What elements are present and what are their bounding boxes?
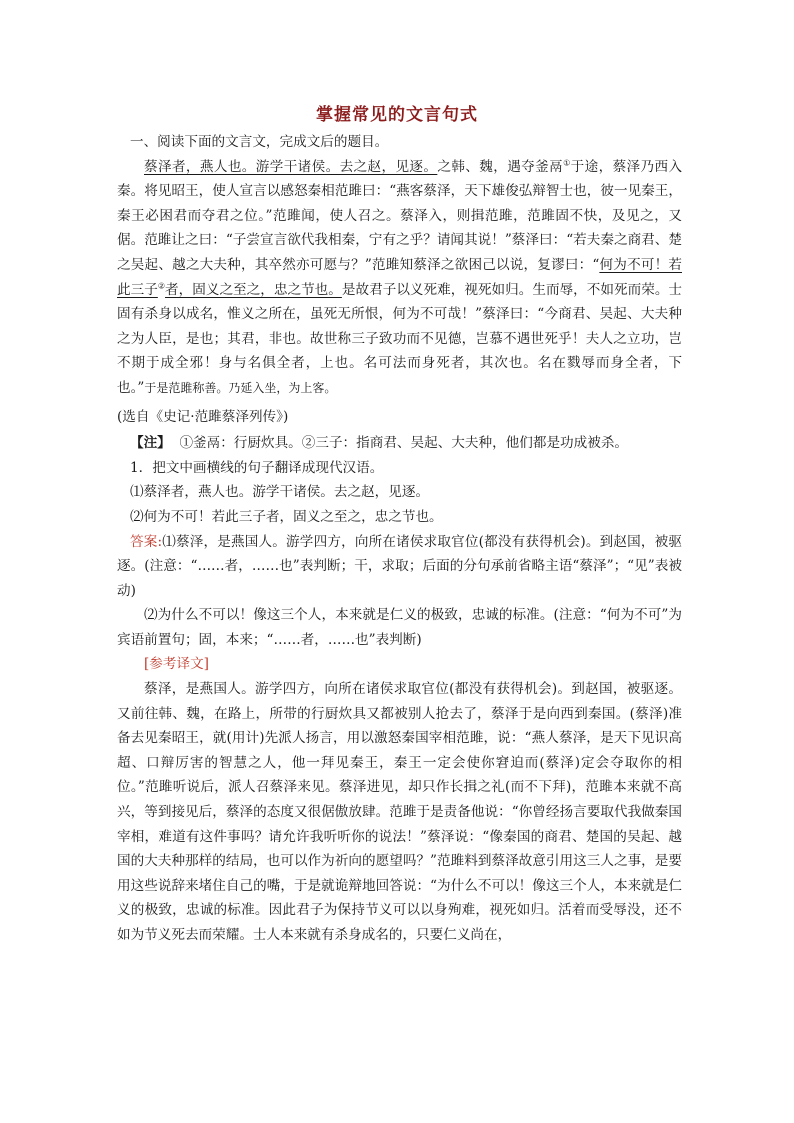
passage-source: (选自《史记·范雎蔡泽列传》) — [117, 408, 289, 425]
passage-paragraph — [117, 155, 682, 401]
passage-text: 之韩、魏，遇夺釜鬲 — [437, 158, 564, 175]
reference-translation-label: [参考译文] — [144, 656, 209, 673]
answer-2: ⑵为什么不可以！像这三个人，本来就是仁义的极致，忠诚的标准。(注意：“何为不可”为宾语前置句；固，本来；“……者，……也”表判断) — [117, 607, 682, 648]
reference-translation: 蔡泽，是燕国人。游学四方，向所在诸侯求取官位(都没有获得机会)。到赵国，被驱逐。又前往韩、魏，在路上，所带的行厨炊具又都被别人抢去了，蔡泽于是向西到秦国。(蔡泽)准备去见秦昭王，就(用计)先派人扬言，用以激怒秦国宰相范雎，说：“燕人蔡泽，是天下见识高超、口辩厉害的智慧之人，他一拜见秦王，秦王一定会使你窘迫而(蔡泽)定会夺取你的相位。”范雎听说后，派人召蔡泽来见。蔡泽进见，却只作长揖之礼(而不下拜)，范雎本来就不高兴，等到接见后，蔡泽的态度又很倨傲放肆。范雎于是责备他说：“你曾经扬言要取代我做秦国宰相，难道有这件事吗？请允许我听听你的说法！”蔡泽说：“像秦国的商君、楚国的吴起、越国的大夫种那样的结局，也可以作为祈向的愿望吗？”范雎料到蔡泽故意引用这三人之事，是要用这些说辞来堵住自己的嘴，于是就诡辩地回答说：“为什么不可以！像这三个人，本来就是仁义的极致，忠诚的标准。因此君子为保持节义可以以身殉难，视死如归。活着而受辱没，还不如为节义死去而荣耀。士人本来就有杀身成名的，只要仁义尚在， — [117, 681, 682, 943]
answer-label: 答案: — [130, 533, 163, 550]
footnote-marker-1: ① — [563, 158, 571, 168]
question-1: 1．把文中画横线的句子翻译成现代汉语。 — [130, 459, 384, 476]
document-body — [117, 130, 682, 948]
question-item-1: ⑴蔡泽者，燕人也。游学干诸侯。去之赵，见逐。 — [130, 484, 430, 501]
underlined-sentence-1: 蔡泽者，燕人也。游学干诸侯。去之赵，见逐。 — [144, 158, 438, 175]
passage-text: 是故君子以义死难，视死如归。生而辱，不如死而荣。士固有杀身以成名，惟义之所在，虽死无所恨，何为不可哉！”蔡泽曰：“今商君、吴起、大夫种之为人臣，是也；其君，非也。故世称三子致功而不见德，岂慕不遇世死乎！夫人之立功，岂不期于成全邪！身与名俱全者，上也。名可法而身死者，其次也。名在戮辱而身全者，下也。” — [117, 281, 683, 396]
footnote-marker-2: ② — [157, 281, 166, 291]
page-title: 掌握常见的文言句式 — [316, 105, 478, 125]
answer-text-1: ⑴蔡泽，是燕国人。游学四方，向所在诸侯求取官位(都没有获得机会)。到赵国，被驱逐。(注意：“……者，……也”表判断；干，求取；后面的分句承前省略主语“蔡泽”；“见”表被动) — [117, 533, 682, 599]
annotation-label: 【注】 — [130, 435, 171, 452]
question-item-2: ⑵何为不可！若此三子者，固义之至之，忠之节也。 — [130, 508, 443, 525]
underlined-sentence-2b: 者，固义之至之，忠之节也。 — [165, 281, 342, 298]
underlined-sentence-2a: 何为不可！若此三子 — [117, 256, 682, 298]
answer-1 — [117, 530, 682, 604]
passage-ending: 于是范雎称善。乃延入坐，为上客。 — [144, 380, 337, 395]
annotation-text: ①釜鬲：行厨炊具。②三子：指商君、吴起、大夫种，他们都是功成被杀。 — [179, 435, 629, 452]
annotation — [117, 431, 682, 456]
passage-text: 于途，蔡泽乃西入秦。将见昭王，使人宣言以感怒秦相范雎曰：“燕客蔡泽，天下雄俊弘辩智士也，彼一见秦王，秦王必困君而夺君之位。”范雎闻，使人召之。蔡泽入，则揖范雎，范雎固不快，及见之，又倨。范雎让之曰：“子尝宣言欲代我相秦，宁有之乎？请闻其说！”蔡泽曰：“若夫秦之商君、楚之吴起、越之大夫种，其卒然亦可愿与？”范雎知蔡泽之欲困己以说，复谬曰：“ — [117, 158, 683, 273]
instruction: 一、阅读下面的文言文，完成文后的题目。 — [130, 134, 389, 150]
